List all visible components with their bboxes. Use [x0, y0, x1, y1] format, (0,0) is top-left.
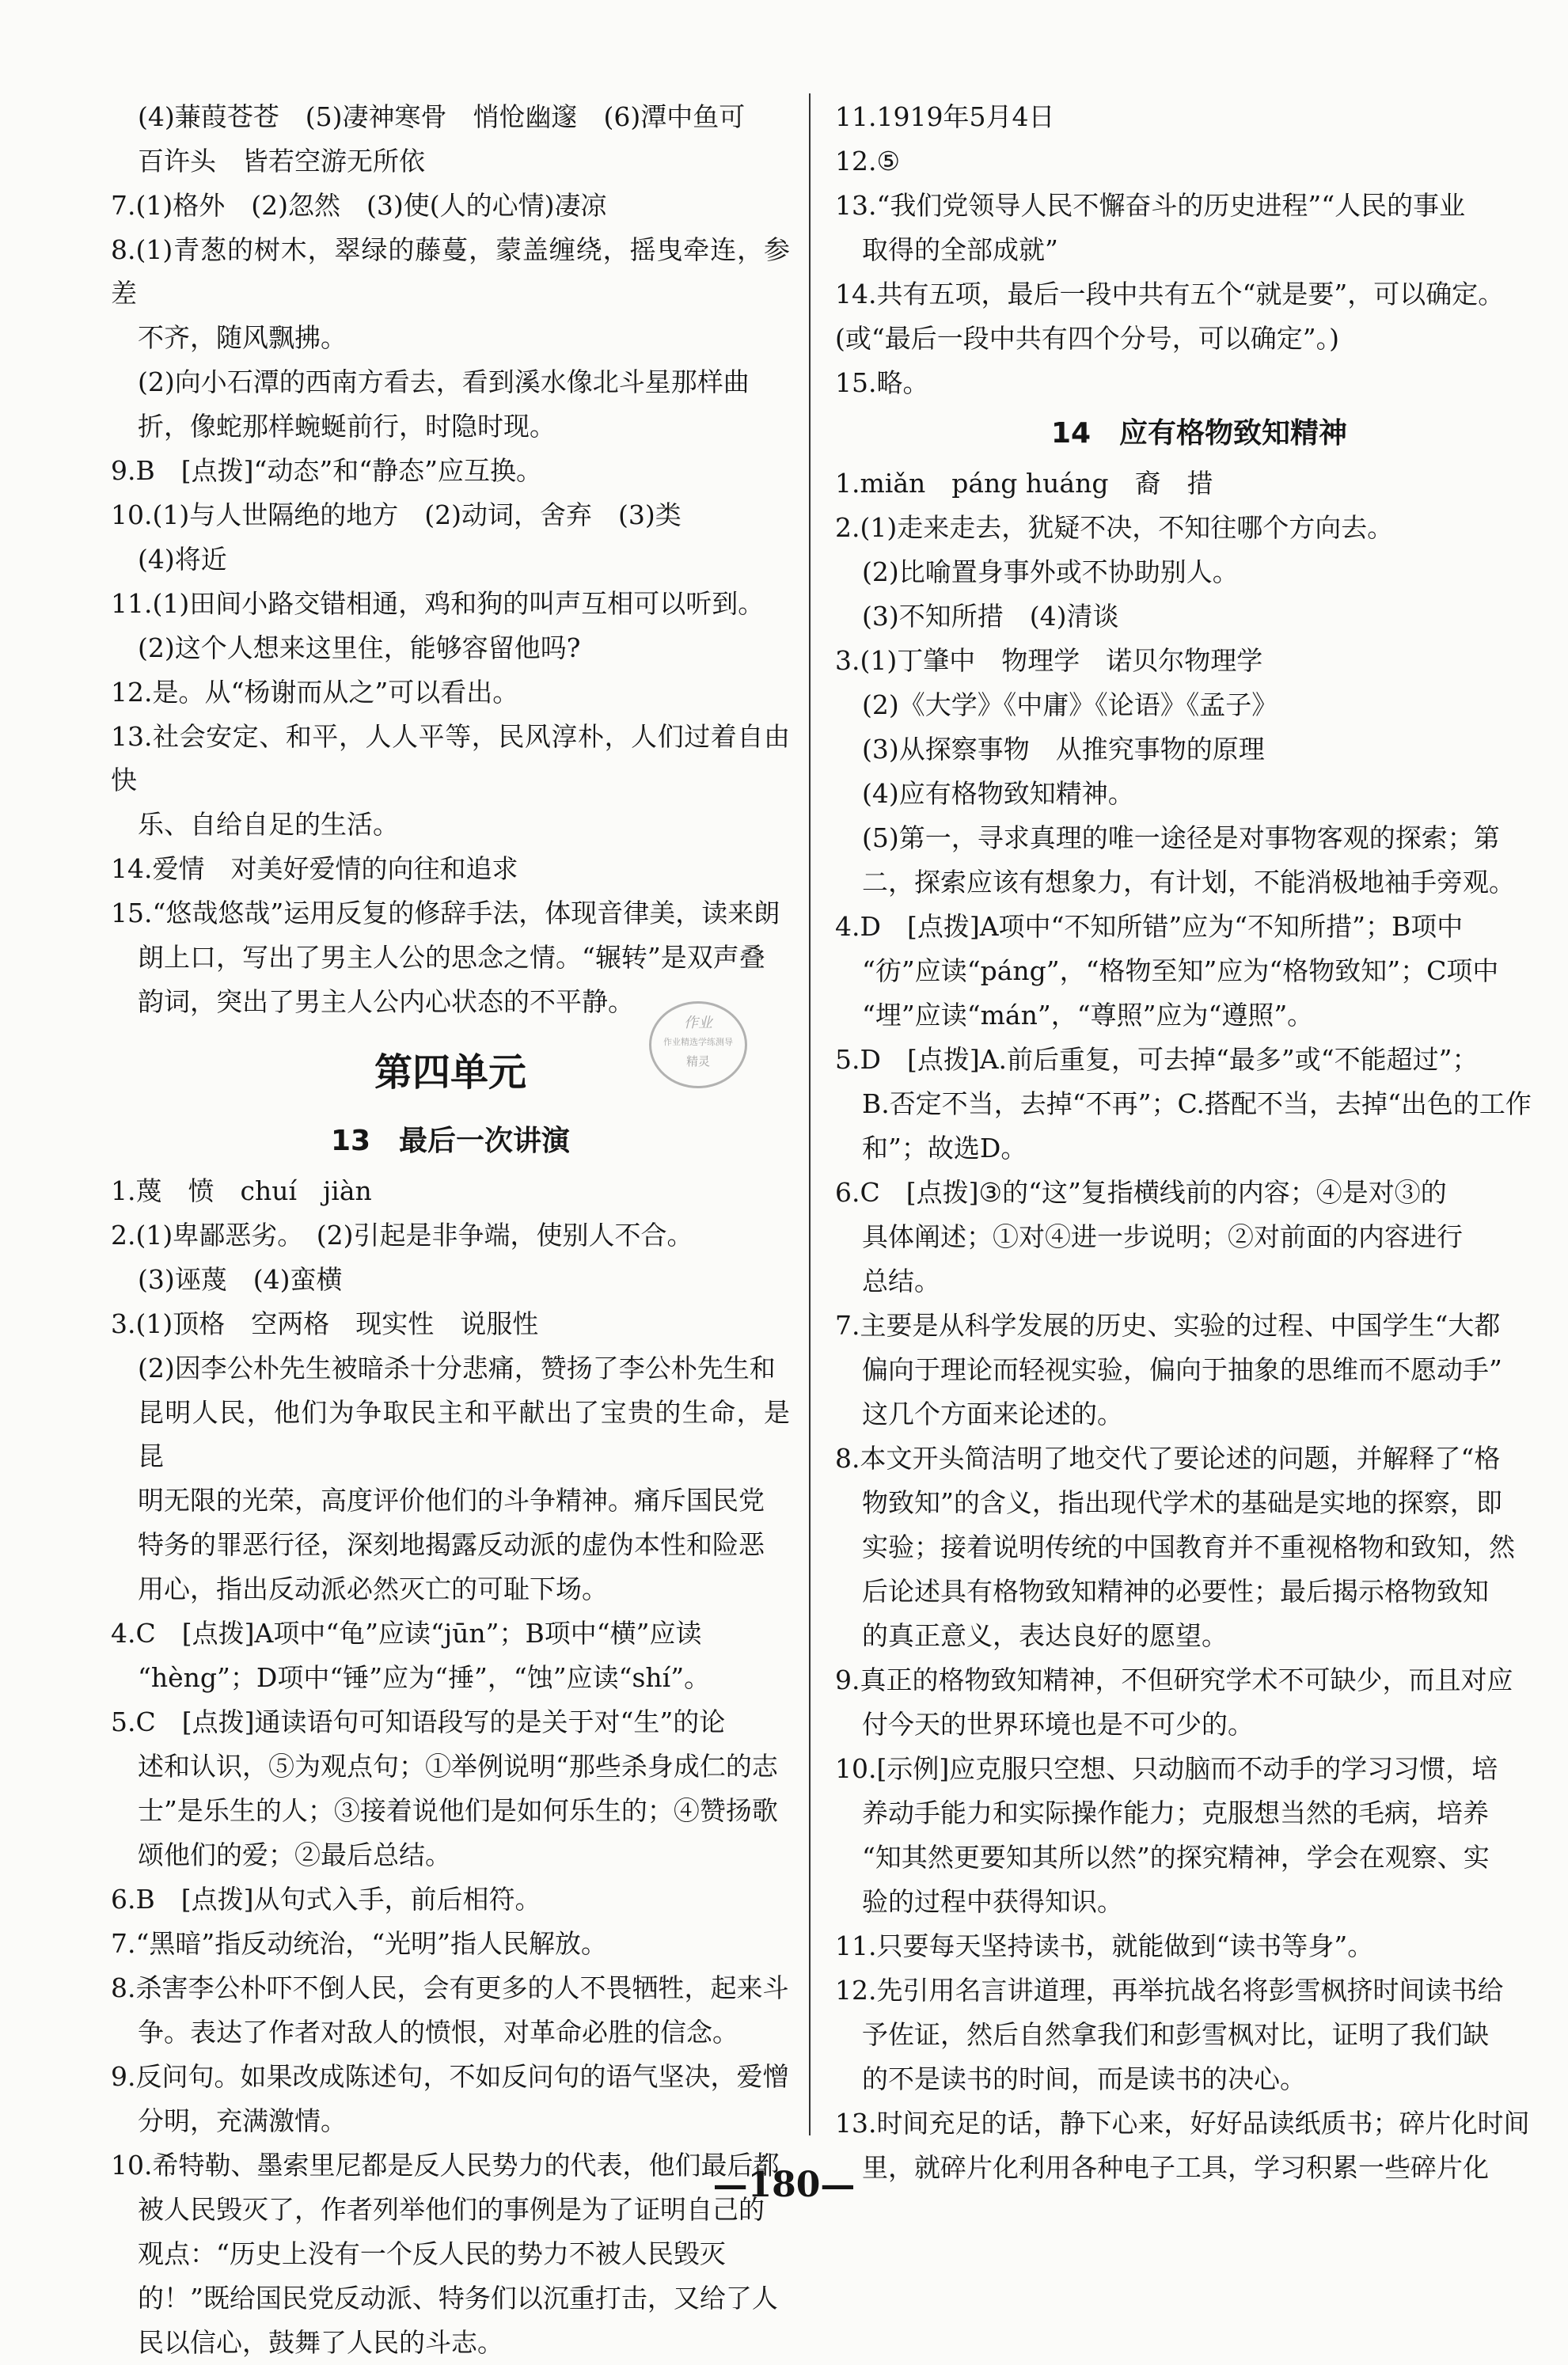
answer-line: 和”；故选D。 [862, 1133, 1027, 1164]
answer-line: 9.B [点拨]“动态”和“静态”应互换。 [111, 455, 542, 486]
answer-line: 明无限的光荣，高度评价他们的斗争精神。痛斥国民党 [138, 1485, 765, 1516]
stamp-line-3: 精灵 [685, 1054, 710, 1069]
answer-line: “hèng”；D项中“锤”应为“捶”，“蚀”应读“shí”。 [138, 1662, 711, 1693]
answer-line: 士”是乐生的人；③接着说他们是如何乐生的；④赞扬歌 [138, 1795, 778, 1826]
answer-line: 8.本文开头简洁明了地交代了要论述的问题，并解释了“格 [835, 1443, 1501, 1474]
answer-line: 11.(1)田间小路交错相通，鸡和狗的叫声互相可以听到。 [111, 588, 765, 619]
answer-line: 11.只要每天坚持读书，就能做到“读书等身”。 [835, 1930, 1374, 1961]
answer-line: (2)因李公朴先生被暗杀十分悲痛，赞扬了李公朴先生和 [138, 1353, 776, 1384]
answer-line: “埋”应读“mán”，“尊照”应为“遵照”。 [862, 1000, 1314, 1031]
answer-line: 朗上口，写出了男主人公的思念之情。“辗转”是双声叠 [138, 942, 765, 973]
answer-line: 总结。 [862, 1266, 940, 1296]
answer-line: 争。表达了作者对敌人的愤恨，对革命必胜的信念。 [138, 2017, 738, 2048]
answer-line: (3)从探察事物 从推究事物的原理 [862, 734, 1265, 765]
answer-line: 里，就碎片化利用各种电子工具，学习积累一些碎片化 [862, 2152, 1489, 2183]
column-divider [809, 93, 811, 2135]
right-answers-part-2 [835, 461, 1563, 2189]
answer-line: 13.“我们党领导人民不懈奋斗的历史进程”“人民的事业 [835, 190, 1466, 221]
answer-line: B.否定不当，去掉“不再”；C.搭配不当，去掉“出色的工作 [862, 1088, 1532, 1119]
answer-line: 4.D [点拨]A项中“不知所错”应为“不知所措”；B项中 [835, 911, 1464, 942]
answer-line: 昆明人民，他们为争取民主和平献出了宝贵的生命，是昆 [138, 1397, 790, 1471]
answer-line: 1.miǎn páng huáng 裔 措 [835, 468, 1213, 499]
answer-line: (4)蒹葭苍苍 (5)凄神寒骨 悄怆幽邃 (6)潭中鱼可 [138, 101, 746, 132]
answer-line: 6.C [点拨]③的“这”复指横线前的内容；④是对③的 [835, 1177, 1447, 1208]
answer-line: 15.“悠哉悠哉”运用反复的修辞手法，体现音律美，读来朗 [111, 898, 780, 928]
answer-line: 1.蔑 愤 chuí jiàn [111, 1175, 372, 1206]
answer-line: 5.C [点拨]通读语句可知语段写的是关于对“生”的论 [111, 1706, 726, 1737]
answer-line: 10.希特勒、墨索里尼都是反人民势力的代表，他们最后都 [111, 2150, 780, 2181]
answer-line: 验的过程中获得知识。 [862, 1886, 1123, 1917]
answer-line: 取得的全部成就” [862, 234, 1058, 265]
answer-line: 13.社会安定、和平，人人平等，民风淳朴，人们过着自由快 [111, 721, 790, 795]
answer-line: 9.反问句。如果改成陈述句，不如反问句的语气坚决，爱憎 [111, 2061, 789, 2092]
right-answers-part-1 [835, 95, 1563, 404]
unit-title: 第四单元 [374, 1050, 526, 1095]
stamp-line-2: 作业精选学练测导 [663, 1037, 733, 1047]
answer-line: “彷”应读“páng”，“格物至知”应为“格物致知”；C项中 [862, 955, 1499, 986]
answer-line: (3)诬蔑 (4)蛮横 [138, 1264, 343, 1295]
answer-line: (2)向小石潭的西南方看去，看到溪水像北斗星那样曲 [138, 366, 750, 397]
answer-line: 实验；接着说明传统的中国教育并不重视格物和致知，然 [862, 1532, 1515, 1562]
answer-line: 物致知”的含义，指出现代学术的基础是实地的探察，即 [862, 1487, 1502, 1518]
answer-line: (3)不知所措 (4)清谈 [862, 601, 1119, 632]
answer-line: 被人民毁灭了，作者列举他们的事例是为了证明自己的 [138, 2194, 765, 2225]
left-answers-part-1 [111, 95, 790, 1023]
answer-line: 分明，充满激情。 [138, 2105, 347, 2136]
answer-line: 15.略。 [835, 367, 929, 398]
answer-line: 偏向于理论而轻视实验，偏向于抽象的思维而不愿动手” [862, 1354, 1502, 1385]
answer-line: (4)应有格物致知精神。 [862, 778, 1134, 809]
answer-line: 付今天的世界环境也是不可少的。 [862, 1709, 1254, 1740]
answer-line: 特务的罪恶行径，深刻地揭露反动派的虚伪本性和险恶 [138, 1529, 765, 1560]
answer-line: 12.先引用名言讲道理，再举抗战名将彭雪枫挤时间读书给 [835, 1975, 1504, 2006]
answer-line: 养动手能力和实际操作能力；克服想当然的毛病，培养 [862, 1797, 1489, 1828]
answer-line: 2.(1)卑鄙恶劣。 (2)引起是非争端，使别人不合。 [111, 1220, 693, 1251]
watermark-stamp [649, 1001, 747, 1088]
stamp-line-1: 作业 [684, 1015, 712, 1031]
answer-line: 乐、自给自足的生活。 [138, 809, 399, 840]
answer-line: 8.(1)青葱的树木，翠绿的藤蔓，蒙盖缠绕，摇曳牵连，参差 [111, 234, 790, 309]
answer-line: 这几个方面来论述的。 [862, 1399, 1123, 1429]
answer-line: 不齐，随风飘拂。 [138, 322, 347, 353]
answer-line: (5)第一，寻求真理的唯一途径是对事物客观的探索；第 [862, 822, 1500, 853]
answer-line: 7.(1)格外 (2)忽然 (3)使(人的心情)凄凉 [111, 190, 607, 221]
answer-line: 8.杀害李公朴吓不倒人民，会有更多的人不畏牺牲，起来斗 [111, 1972, 789, 2003]
answer-line: 10.[示例]应克服只空想、只动脑而不动手的学习习惯，培 [835, 1753, 1498, 1784]
answer-line: 13.时间充足的话，静下心来，好好品读纸质书；碎片化时间 [835, 2108, 1530, 2139]
answer-line: (4)将近 [138, 544, 227, 575]
answer-line: 的不是读书的时间，而是读书的决心。 [862, 2063, 1306, 2094]
answer-line: (2)这个人想来这里住，能够容留他吗? [138, 632, 581, 663]
answer-line: 10.(1)与人世隔绝的地方 (2)动词，舍弃 (3)类 [111, 499, 681, 530]
answer-line: 予佐证，然后自然拿我们和彭雪枫对比，证明了我们缺 [862, 2019, 1489, 2050]
answer-line: 民以信心，鼓舞了人民的斗志。 [138, 2327, 503, 2358]
answer-line: “知其然更要知其所以然”的探究精神，学会在观察、实 [862, 1842, 1490, 1873]
answer-line: (2)《大学》《中庸》《论语》《孟子》 [862, 689, 1278, 720]
answer-line: 的真正意义，表达良好的愿望。 [862, 1620, 1228, 1651]
answer-line: 7.主要是从科学发展的历史、实验的过程、中国学生“大都 [835, 1310, 1501, 1341]
answer-line: 的！”既给国民党反动派、特务们以沉重打击，又给了人 [138, 2283, 778, 2314]
lesson-13-title: 13 最后一次讲演 [330, 1125, 571, 1157]
answer-line: 12.是。从“杨谢而从之”可以看出。 [111, 677, 519, 708]
answer-line: 述和认识，⑤为观点句；①举例说明“那些杀身成仁的志 [138, 1751, 778, 1782]
right-column [835, 95, 1563, 2190]
answer-line: 百许头 皆若空游无所依 [138, 146, 425, 177]
answer-line: 9.真正的格物致知精神，不但研究学术不可缺少，而且对应 [835, 1665, 1513, 1695]
answer-line: 韵词，突出了男主人公内心状态的不平静。 [138, 986, 634, 1017]
answer-line: 3.(1)顶格 空两格 现实性 说服性 [111, 1308, 539, 1339]
left-column [111, 95, 790, 2365]
answer-line: 7.“黑暗”指反动统治，“光明”指人民解放。 [111, 1928, 607, 1959]
page-number: —180— [712, 2165, 856, 2205]
answer-line: 6.B [点拨]从句式入手，前后相符。 [111, 1884, 541, 1915]
answer-line: 用心，指出反动派必然灭亡的可耻下场。 [138, 1574, 608, 1604]
answer-line: 2.(1)走来走去，犹疑不决，不知往哪个方向去。 [835, 512, 1394, 543]
answer-line: (或“最后一段中共有四个分号，可以确定”。) [835, 323, 1339, 354]
answer-line: 11.1919年5月4日 [835, 101, 1055, 132]
answer-line: 后论述具有格物致知精神的必要性；最后揭示格物致知 [862, 1576, 1489, 1607]
answer-line: 颂他们的爱；②最后总结。 [138, 1839, 451, 1870]
answer-line: 折，像蛇那样蜿蜒前行，时隐时现。 [138, 411, 556, 442]
answer-line: 二，探索应该有想象力，有计划，不能消极地袖手旁观。 [862, 867, 1515, 898]
answer-line: 具体阐述；①对④进一步说明；②对前面的内容进行 [862, 1221, 1463, 1252]
answer-line: 14.爱情 对美好爱情的向往和追求 [111, 853, 518, 884]
answer-line: 14.共有五项，最后一段中共有五个“就是要”，可以确定。 [835, 279, 1505, 309]
lesson-14-title: 14 应有格物致知精神 [1050, 417, 1348, 450]
answer-line: 观点：“历史上没有一个反人民的势力不被人民毁灭 [138, 2238, 726, 2269]
answer-line: 5.D [点拨]A.前后重复，可去掉“最多”或“不能超过”； [835, 1044, 1479, 1075]
answer-line: 12.⑤ [835, 146, 901, 177]
answer-line: 4.C [点拨]A项中“龟”应读“jūn”；B项中“横”应读 [111, 1618, 702, 1649]
answer-line: (2)比喻置身事外或不协助别人。 [862, 556, 1239, 587]
answer-line: 3.(1)丁肇中 物理学 诺贝尔物理学 [835, 645, 1263, 676]
